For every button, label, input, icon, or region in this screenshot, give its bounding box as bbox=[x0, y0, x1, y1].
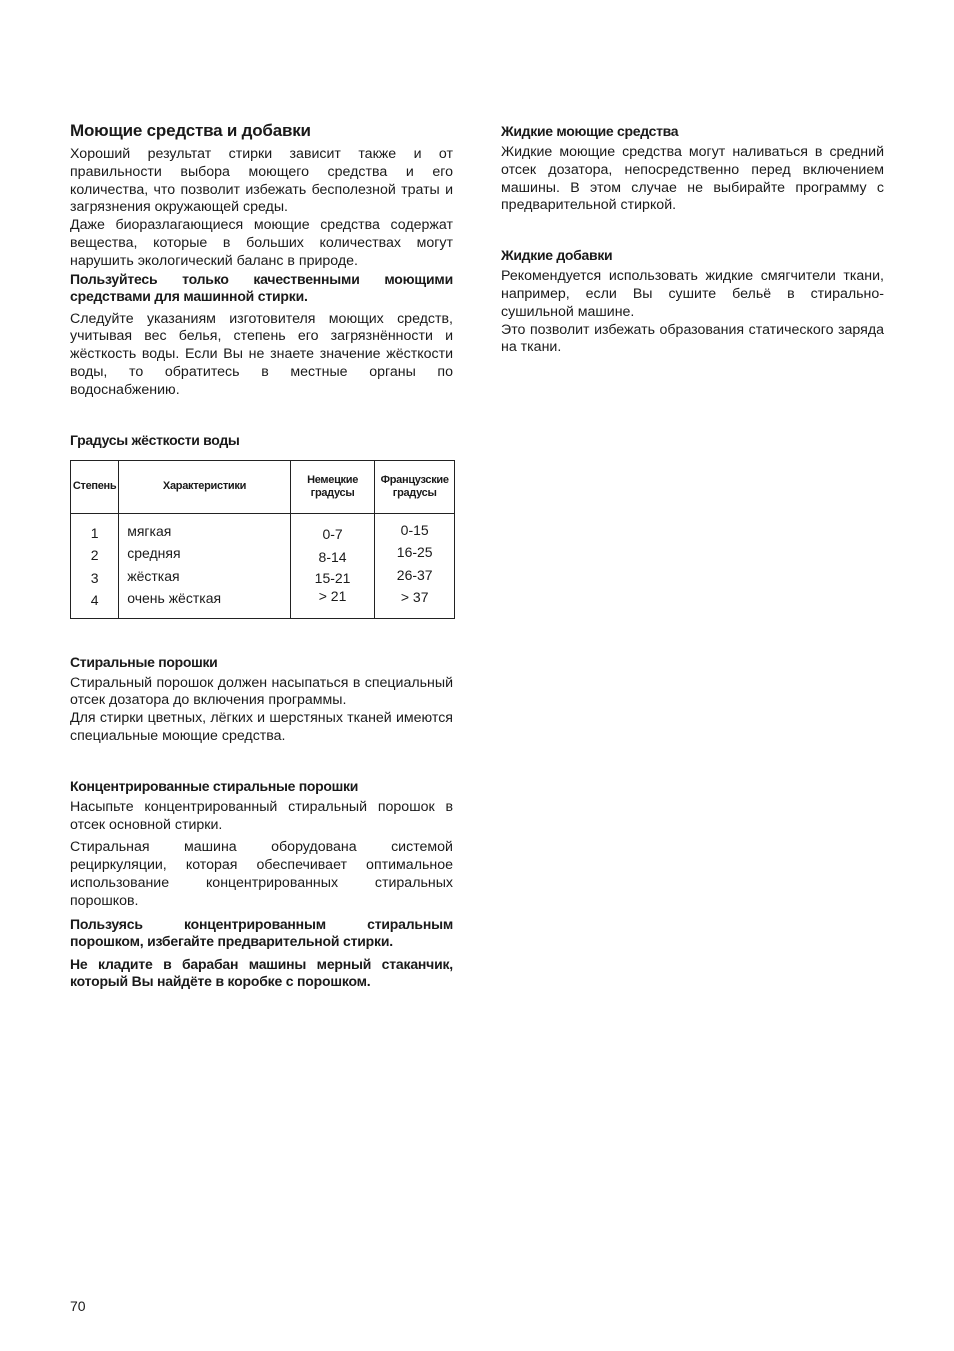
characteristic-value: очень жёсткая bbox=[127, 590, 222, 607]
page-number: 70 bbox=[70, 1298, 86, 1314]
french-value: 26-37 bbox=[396, 566, 433, 583]
liquid-detergents-paragraph: Жидкие моющие средства могут наливаться в средний отсек дозатора, непосредственно перед включением машины. В этом случае не выбирайте программу с предварительной стиркой. bbox=[501, 144, 884, 214]
hardness-table bbox=[70, 460, 455, 619]
liquid-additives-title: Жидкие добавки bbox=[501, 247, 613, 264]
header-characteristics: Характеристики bbox=[119, 460, 291, 513]
german-value: 15-21 bbox=[314, 569, 351, 586]
concentrated-bold-note-2: Не кладите в барабан машины мерный стаканчик, который Вы найдёте в коробке с порошком. bbox=[70, 955, 453, 990]
hardness-title: Градусы жёсткости воды bbox=[70, 431, 240, 448]
french-value: 0-15 bbox=[400, 521, 429, 538]
german-degrees-cell bbox=[290, 513, 375, 618]
header-degree: Степень bbox=[71, 460, 119, 513]
degree-value: 1 bbox=[90, 524, 99, 541]
characteristic-value: жёсткая bbox=[127, 567, 180, 584]
intro-bold-note: Пользуйтесь только качественными моющими средствами для машинной стирки. bbox=[70, 270, 453, 305]
intro-paragraph-3: Следуйте указаниям изготовителя моющих средств, учитывая вес белья, степень его загрязнённости и жёсткость воды. Если Вы не знаете значение жёсткости воды, то обратитесь в местные органы по водоснабжению. bbox=[70, 310, 453, 398]
concentrated-paragraph-2: Стиральная машина оборудована системой рециркуляции, которая обеспечивает оптимальное использование концентрированных стиральных порошков. bbox=[70, 839, 453, 909]
concentrated-paragraph-1: Насыпьте концентрированный стиральный порошок в отсек основной стирки. bbox=[70, 798, 453, 833]
characteristic-value: средняя bbox=[127, 545, 181, 562]
degree-value: 3 bbox=[90, 569, 99, 586]
concentrated-bold-note-1: Пользуясь концентрированным стиральным порошком, избегайте предварительной стирки. bbox=[70, 915, 453, 950]
liquid-detergents-title: Жидкие моющие средства bbox=[501, 123, 679, 139]
powders-title: Стиральные порошки bbox=[70, 653, 218, 670]
table-body-row bbox=[71, 513, 455, 618]
characteristic-value: мягкая bbox=[127, 522, 172, 539]
section-title: Моющие средства и добавки bbox=[70, 121, 311, 140]
right-column bbox=[501, 121, 884, 357]
intro-paragraph-1: Хороший результат стирки зависит также и от правильности выбора моющего средства и его количества, что позволит избежать бесполезной траты и загрязнения окружающей среды. bbox=[70, 146, 453, 216]
liquid-additives-paragraph-1: Рекомендуется использовать жидкие смягчители ткани, например, если Вы сушите бельё в стирально-сушильной машине. bbox=[501, 268, 884, 320]
degree-value: 4 bbox=[90, 592, 99, 609]
characteristics-cell bbox=[119, 513, 291, 618]
intro-paragraph-2: Даже биоразлагающиеся моющие средства содержат вещества, которые в больших количествах могут нарушить экологический баланс в природе. bbox=[70, 217, 453, 269]
concentrated-title: Концентрированные стиральные порошки bbox=[70, 777, 359, 794]
powders-paragraph-1: Стиральный порошок должен насыпаться в специальный отсек дозатора до включения программы. bbox=[70, 674, 453, 709]
degree-cell bbox=[71, 513, 119, 618]
french-value: 16-25 bbox=[396, 544, 433, 561]
table-header-row bbox=[71, 460, 455, 513]
degree-value: 2 bbox=[90, 547, 99, 564]
powders-paragraph-2: Для стирки цветных, лёгких и шерстяных тканей имеются специальные моющие средства. bbox=[70, 710, 453, 744]
german-value: 8-14 bbox=[318, 548, 347, 565]
german-value: > 21 bbox=[318, 587, 347, 604]
left-column bbox=[70, 121, 453, 991]
french-value: > 37 bbox=[400, 589, 429, 606]
header-french: Французские градусы bbox=[375, 460, 455, 513]
header-german: Немецкие градусы bbox=[290, 460, 375, 513]
liquid-additives-paragraph-2: Это позволит избежать образования статического заряда на ткани. bbox=[501, 321, 884, 356]
german-value: 0-7 bbox=[322, 525, 343, 542]
french-degrees-cell bbox=[375, 513, 455, 618]
